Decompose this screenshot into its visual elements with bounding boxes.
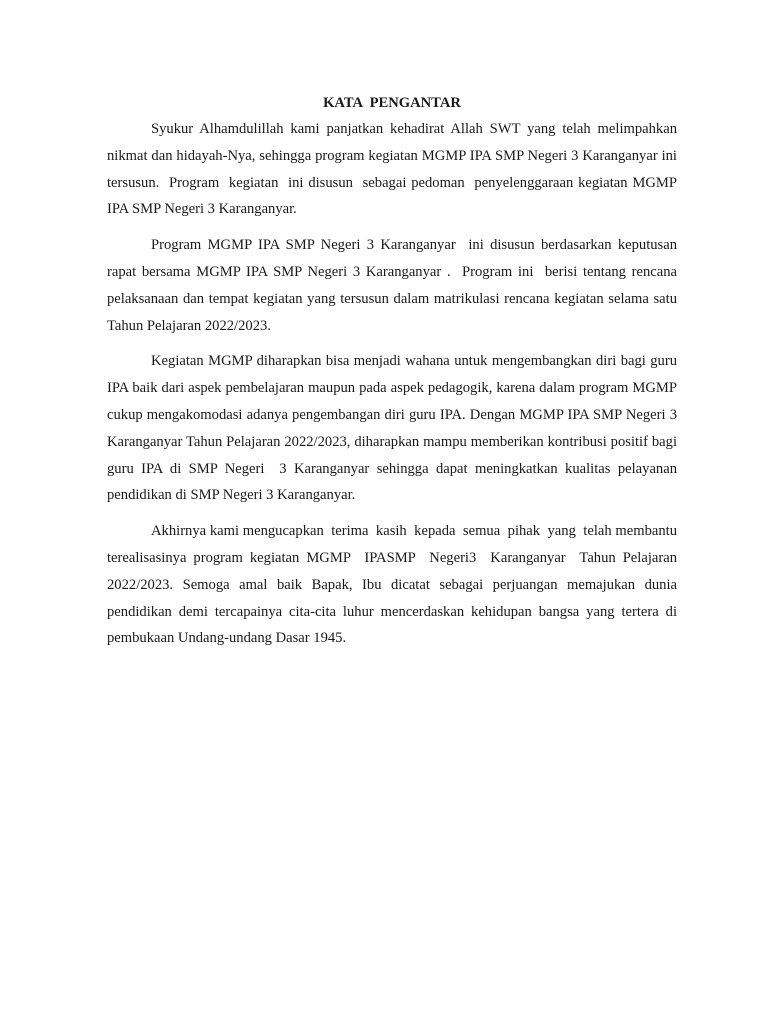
page-title: KATA PENGANTAR xyxy=(323,95,461,111)
paragraph-4: Akhirnya kami mengucapkan terima kasih kepada semua pihak yang telah membantu terealisasinya program kegiatan MGMP IPASMP Negeri3 Karanganyar Tahun Pelajaran 2022/2023. Semoga amal baik Bapak, Ibu dicatat sebagai perjuangan memajukan dunia pendidikan demi tercapainya cita-cita luhur mencerdaskan kehidupan bangsa yang tertera di pembukaan Undang-undang Dasar 1945. xyxy=(107,523,681,647)
paragraph-3: Kegiatan MGMP diharapkan bisa menjadi wahana untuk mengembangkan diri bagi guru IPA baik dari aspek pembelajaran maupun pada aspek pedagogik, karena dalam program MGMP cukup mengakomodasi adanya pengembangan diri guru IPA. Dengan MGMP IPA SMP Negeri 3 Karanganyar Tahun Pelajaran 2022/2023, diharapkan mampu memberikan kontribusi positif bagi guru IPA di SMP Negeri 3 Karanganyar sehingga dapat meningkatkan kualitas pelayanan pendidikan di SMP Negeri 3 Karanganyar. xyxy=(107,353,681,504)
document-body xyxy=(107,92,681,661)
paragraph-2: Program MGMP IPA SMP Negeri 3 Karanganyar ini disusun berdasarkan keputusan rapat bersama MGMP IPA SMP Negeri 3 Karanganyar . Program ini berisi tentang rencana pelaksanaan dan tempat kegiatan yang tersusun dalam matrikulasi rencana kegiatan selama satu Tahun Pelajaran 2022/2023. xyxy=(107,237,681,334)
paragraph-1: Syukur Alhamdulillah kami panjatkan kehadirat Allah SWT yang telah melimpahkan nikmat dan hidayah-Nya, sehingga program kegiatan MGMP IPA SMP Negeri 3 Karanganyar ini tersusun. Program kegiatan ini disusun sebagai pedoman penyelenggaraan kegiatan MGMP IPA SMP Negeri 3 Karanganyar. xyxy=(107,121,681,218)
